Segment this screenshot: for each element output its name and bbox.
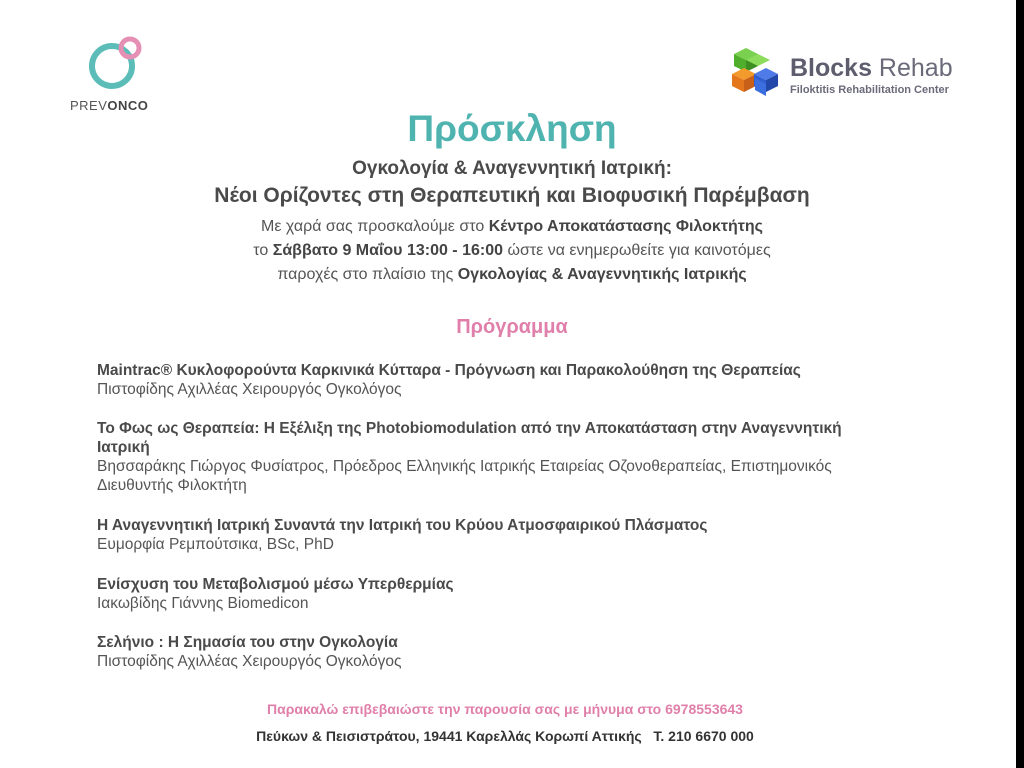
program-item-title: Maintrac® Κυκλοφορούντα Καρκινικά Κύτταρα - Πρόγνωση και Παρακολούθηση της Θεραπείας xyxy=(97,362,801,379)
program-item-speaker: Βησσαράκης Γιώργος Φυσίατρος, Πρόεδρος Ελληνικής Ιατρικής Εταιρείας Οζονοθεραπείας, Επιστημονικός Διευθυντής Φιλοκτήτη xyxy=(97,458,832,494)
invitation-subtitle-line1: Ογκολογία & Αναγεννητική Ιατρική: xyxy=(352,158,672,179)
program-item xyxy=(97,361,957,399)
cubes-icon xyxy=(730,44,782,100)
program-item-title: Το Φως ως Θεραπεία: Η Εξέλιξη της Photobiomodulation από την Αποκατάσταση στην Αναγεννητική Ιατρική xyxy=(97,420,842,456)
program-item xyxy=(97,575,957,613)
intro-line-3: παροχές στο πλαίσιο της Ογκολογίας & Αναγεννητικής Ιατρικής xyxy=(277,266,747,283)
program-item-title: Η Αναγεννητική Ιατρική Συναντά την Ιατρική του Κρύου Ατμοσφαιρικού Πλάσματος xyxy=(97,517,708,534)
address-line: Πεύκων & Πεισιστράτου, 19441 Καρελλάς Κορωπί Αττικής Τ. 210 6670 000 xyxy=(256,728,754,744)
prevonco-logo xyxy=(68,36,168,116)
rsvp-note: Παρακαλώ επιβεβαιώστε την παρουσία σας με μήνυμα στο 6978553643 xyxy=(267,701,743,717)
intro-line-1: Με χαρά σας προσκαλούμε στο Κέντρο Αποκατάστασης Φιλοκτήτης xyxy=(261,218,763,235)
program-heading: Πρόγραμμα xyxy=(456,316,568,338)
blocks-wordmark: Blocks Rehab xyxy=(790,54,953,82)
prevonco-rings-icon xyxy=(86,36,146,96)
intro-line-2: το Σάββατο 9 Μαΐου 13:00 - 16:00 ώστε να ενημερωθείτε για καινοτόμες xyxy=(253,242,771,259)
program-item-speaker: Ευμορφία Ρεμπούτσικα, BSc, PhD xyxy=(97,536,334,553)
program-item-title: Σελήνιο : Η Σημασία του στην Ογκολογία xyxy=(97,634,398,651)
program-item-speaker: Ιακωβίδης Γιάννης Biomedicon xyxy=(97,595,309,612)
program-item-title: Ενίσχυση του Μεταβολισμού μέσω Υπερθερμίας xyxy=(97,576,454,593)
invitation-title: Πρόσκληση xyxy=(407,108,617,149)
prevonco-wordmark: PREVONCO xyxy=(70,98,149,113)
invitation-subtitle-line2: Νέοι Ορίζοντες στη Θεραπευτική και Βιοφυσική Παρέμβαση xyxy=(214,184,810,207)
program-item-speaker: Πιστοφίδης Αχιλλέας Χειρουργός Ογκολόγος xyxy=(97,653,402,670)
program-item xyxy=(97,633,957,671)
program-item xyxy=(97,516,957,554)
blocks-subtitle: Filoktitis Rehabilitation Center xyxy=(790,84,949,96)
program-item-speaker: Πιστοφίδης Αχιλλέας Χειρουργός Ογκολόγος xyxy=(97,381,402,398)
program-item xyxy=(97,419,857,495)
blocks-rehab-logo xyxy=(730,44,1000,104)
